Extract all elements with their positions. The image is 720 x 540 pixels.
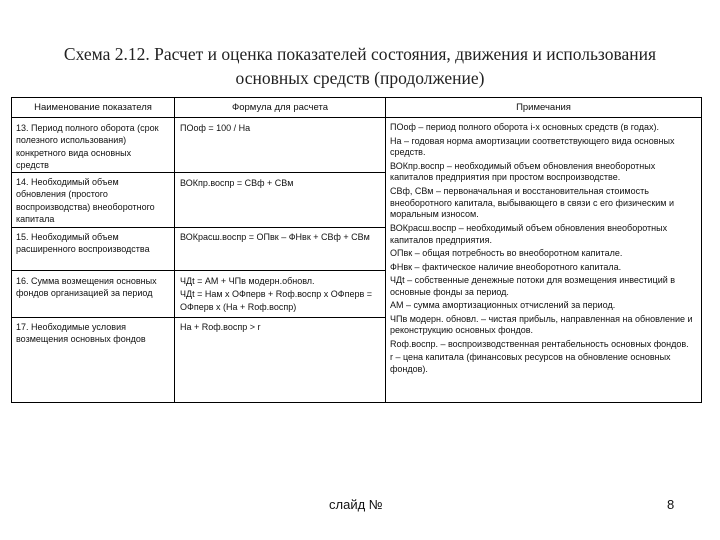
row-15-formula: ВОКрасш.воспр = ОПвк – ФНвк + СВф + СВм xyxy=(180,232,370,242)
row-16-formula-line-1: ЧДt = АМ + ЧПв модерн.обновл. xyxy=(180,276,315,286)
note-item: ВОКрасш.воспр – необходимый объем обновления внеоборотных капиталов предприятия. xyxy=(390,222,668,245)
row-14-name: 14. Необходимый объем обновления (простого воспроизводства) внеоборотного капитала xyxy=(16,177,155,224)
note-item: ВОКпр.воспр – необходимый объем обновления внеоборотных капиталов предприятия при простом воспроизводстве. xyxy=(390,160,656,183)
row-13-formula: ПОоф = 100 / На xyxy=(180,123,251,133)
header-divider xyxy=(12,117,701,118)
row-17-name: 17. Необходимые условия возмещения основных фондов xyxy=(16,322,146,345)
row-divider xyxy=(12,172,385,173)
note-item: ПОоф – период полного оборота i-х основных средств (в годах). xyxy=(390,122,659,132)
note-item: АМ – сумма амортизационных отчислений за период. xyxy=(390,300,616,311)
note-item: ЧПв модерн. обновл. – чистая прибыль, направленная на обновление и реконструкцию основных фондов. xyxy=(390,313,693,336)
row-15-name: 15. Необходимый объем расширенного воспроизводства xyxy=(16,232,150,255)
row-14-formula: ВОКпр.воспр = СВф + СВм xyxy=(180,178,294,188)
note-item: ОПвк – общая потребность во внеоборотном капитале. xyxy=(390,248,623,259)
header-formula: Формула для расчета xyxy=(232,102,328,113)
indicators-table xyxy=(11,97,702,403)
note-item: На – годовая норма амортизации соответствующего вида основных средств. xyxy=(390,135,675,158)
row-divider xyxy=(12,227,385,228)
row-17-formula: На + Rоф.воспр > r xyxy=(180,322,261,332)
column-divider xyxy=(174,98,175,402)
header-notes: Примечания xyxy=(516,102,571,113)
slide-title xyxy=(0,42,720,90)
page-number: 8 xyxy=(667,497,675,512)
note-item: ФНвк – фактическое наличие внеоборотного капитала. xyxy=(390,261,622,272)
row-divider xyxy=(12,270,385,271)
row-divider xyxy=(12,317,385,318)
note-item: r – цена капитала (финансовых ресурсов на обновление основных фондов). xyxy=(390,352,671,375)
title-line-2: основных средств (продолжение) xyxy=(235,68,485,88)
title-line-1: Схема 2.12. Расчет и оценка показателей состояния, движения и использования xyxy=(63,44,657,64)
row-16-name: 16. Сумма возмещения основных фондов организацией за период xyxy=(16,276,157,299)
slide-number-label: слайд № xyxy=(329,497,383,512)
note-item: Rоф.воспр. – воспроизводственная рентабельность основных фондов. xyxy=(390,338,689,349)
column-divider xyxy=(385,98,386,402)
note-item: СВф, СВм – первоначальная и восстановительная стоимость внеоборотного капитала, выбывающего в связи с его физическим и моральным износом. xyxy=(390,185,675,220)
header-indicator-name: Наименование показателя xyxy=(34,102,152,113)
note-item: ЧДt – собственные денежные потоки для возмещения инвестиций в основные фонды за период. xyxy=(390,275,676,297)
row-16-formula-line-2: ЧДt = Нам x ОФперв + Rоф.воспр x ОФперв = ОФперв x (На + Rоф.воспр) xyxy=(180,289,373,312)
row-16-formula xyxy=(180,275,380,313)
row-13-name: 13. Период полного оборота (срок полезного использования) конкретного вида основных средств xyxy=(16,123,159,170)
notes-column xyxy=(390,122,698,378)
